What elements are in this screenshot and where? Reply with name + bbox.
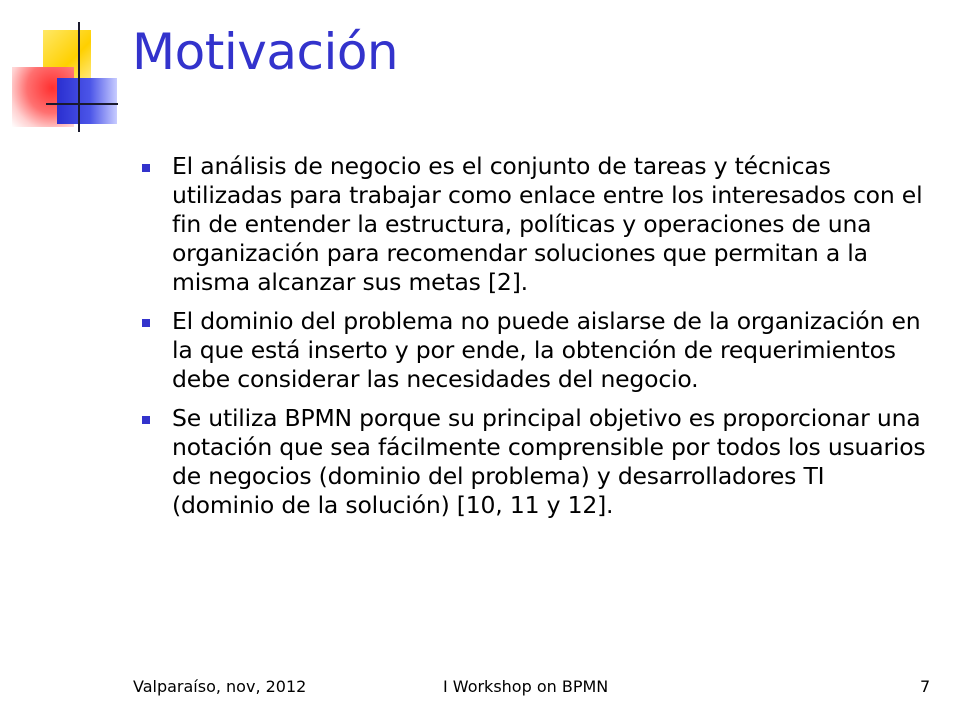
bullet-item xyxy=(132,404,932,520)
logo-horizontal-line xyxy=(46,103,118,105)
bullet-text: Se utiliza BPMN porque su principal objetivo es proporcionar una notación que sea fácilmente comprensible por todos los usuarios de negocios (dominio del problema) y desarrolladores TI (dominio de la solución) [10, 11 y 12]. xyxy=(172,404,926,519)
square-bullet-icon xyxy=(142,319,150,327)
bullet-text: El análisis de negocio es el conjunto de tareas y técnicas utilizadas para trabajar como enlace entre los interesados con el fin de entender la estructura, políticas y operaciones de una organización para recomendar soluciones que permitan a la misma alcanzar sus metas [2]. xyxy=(172,152,923,296)
logo-blue-square xyxy=(57,78,117,124)
slide-number: 7 xyxy=(920,677,931,696)
slide-logo xyxy=(0,0,140,140)
logo-vertical-line xyxy=(78,22,80,132)
bullet-item xyxy=(132,152,932,297)
bullet-list xyxy=(132,152,932,530)
square-bullet-icon xyxy=(142,164,150,172)
square-bullet-icon xyxy=(142,416,150,424)
footer-event-name: I Workshop on BPMN xyxy=(443,677,609,696)
slide-title: Motivación xyxy=(132,23,399,81)
footer-location-date: Valparaíso, nov, 2012 xyxy=(133,677,307,696)
bullet-item xyxy=(132,307,932,394)
bullet-text: El dominio del problema no puede aislarse de la organización en la que está inserto y por ende, la obtención de requerimientos debe considerar las necesidades del negocio. xyxy=(172,307,921,393)
